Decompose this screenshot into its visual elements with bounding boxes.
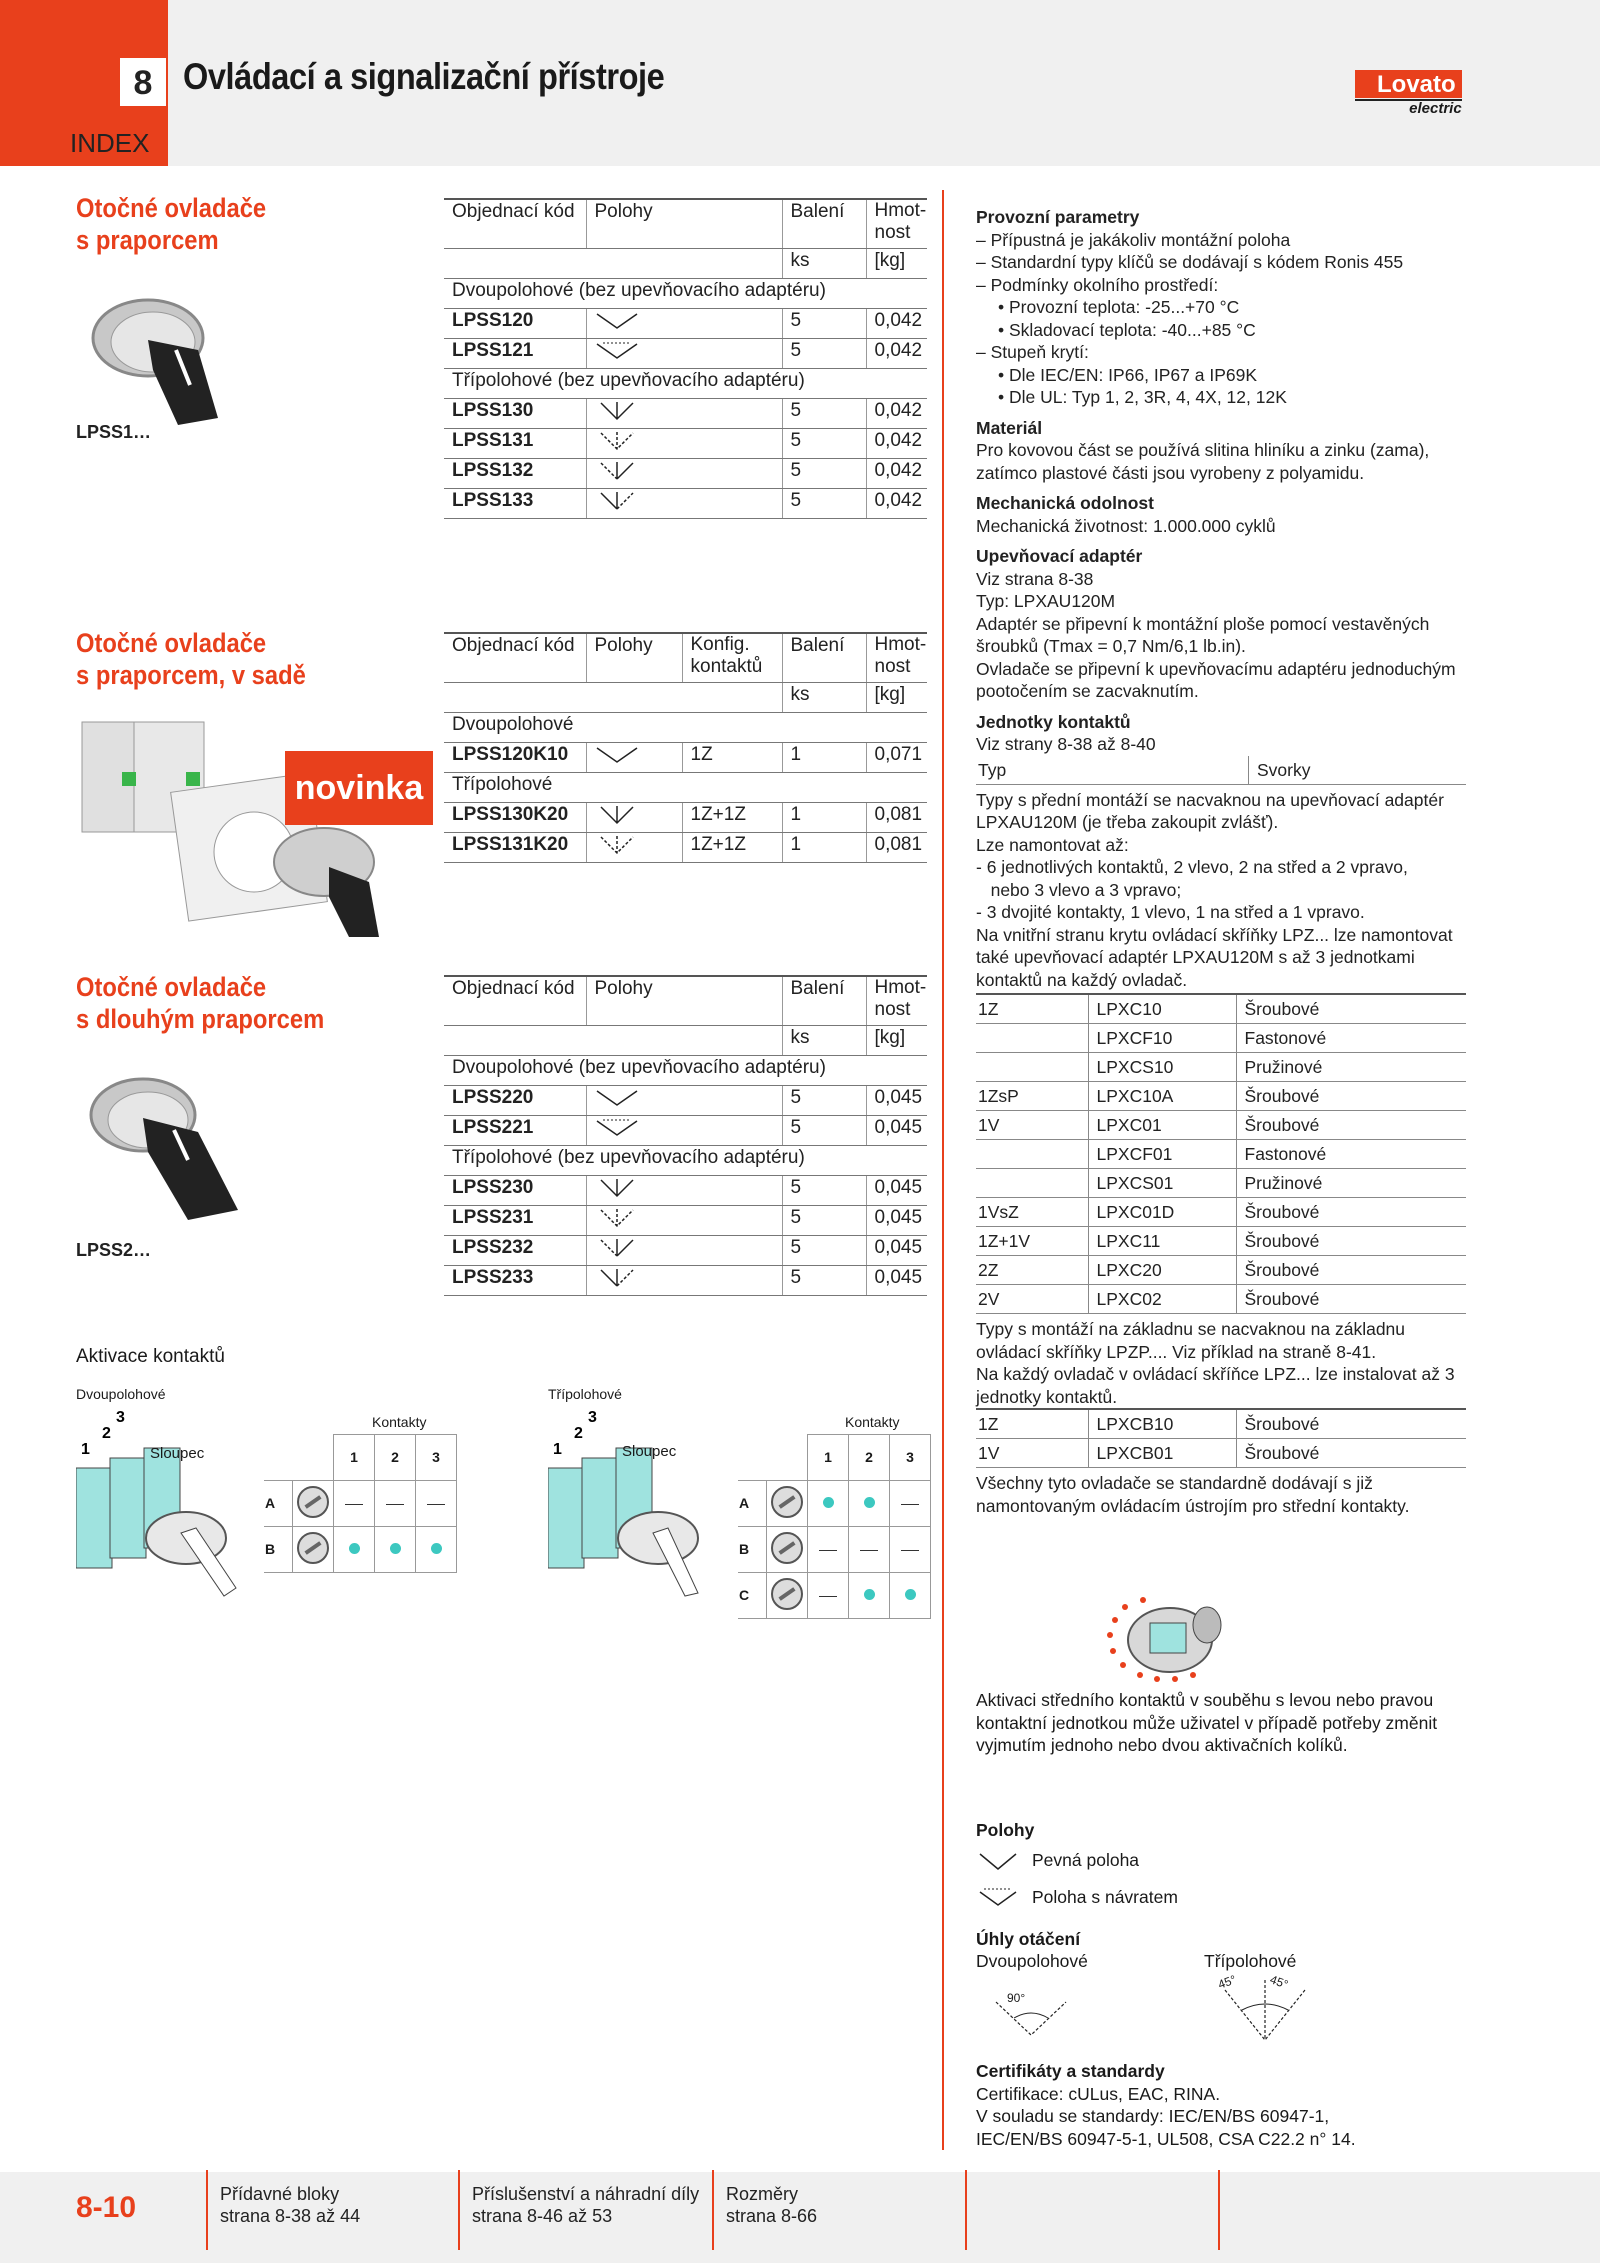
col-header: Objednací kód bbox=[444, 633, 586, 683]
unit-code: LPXC10 bbox=[1088, 994, 1236, 1024]
col-num: 1 bbox=[808, 1435, 849, 1481]
footer-separator bbox=[206, 2170, 208, 2250]
product-code: LPSS121 bbox=[444, 339, 586, 369]
product-code: LPSS220 bbox=[444, 1086, 586, 1116]
section-title-line: Otočné ovladače bbox=[76, 972, 267, 1002]
unit-type: 1VsZ bbox=[976, 1198, 1088, 1227]
units-col-type: Typ bbox=[976, 756, 1249, 785]
col-header: Balení bbox=[782, 976, 866, 1026]
closed-contact-dot bbox=[823, 1497, 834, 1508]
units-line: nebo 3 vlevo a 3 vpravo; bbox=[976, 879, 1182, 900]
product-table-3 bbox=[444, 975, 927, 1296]
closed-contact-dot bbox=[864, 1589, 875, 1600]
col-num: 3 bbox=[416, 1435, 457, 1481]
unit-type bbox=[976, 1169, 1088, 1198]
page-number: 8-10 bbox=[76, 2191, 137, 2224]
open-contact bbox=[345, 1504, 363, 1505]
unit-terminal: Šroubové bbox=[1236, 1227, 1466, 1256]
pack-value: 1 bbox=[782, 743, 866, 773]
angle-45a-label: 45° bbox=[1216, 1972, 1239, 1992]
product-code: LPSS232 bbox=[444, 1236, 586, 1266]
pos-return-label: Poloha s návratem bbox=[1032, 1887, 1178, 1907]
unit: [kg] bbox=[866, 1026, 927, 1056]
product-table-2 bbox=[444, 632, 927, 863]
adapter-line: Typ: LPXAU120M bbox=[976, 591, 1116, 611]
center-line: Aktivaci středního kontaktů v souběhu s levou nebo pravou bbox=[976, 1690, 1434, 1710]
angle-three-label: Třípolohové bbox=[1204, 1951, 1297, 1971]
units-line: Lze namontovat až: bbox=[976, 834, 1129, 855]
units-line: - 3 dvojité kontakty, 1 vlevo, 1 na střed a 1 vpravo. bbox=[976, 902, 1365, 922]
angle-45b-label: 45° bbox=[1268, 1972, 1291, 1992]
contact-block-image bbox=[548, 1408, 718, 1598]
product-caption: LPSS1… bbox=[76, 422, 152, 442]
section-title-2 bbox=[76, 627, 306, 691]
index-link[interactable]: INDEX bbox=[70, 128, 150, 158]
col-header: Polohy bbox=[586, 199, 782, 249]
unit-terminal: Šroubové bbox=[1236, 1285, 1466, 1314]
row-label: A bbox=[264, 1480, 293, 1526]
op-line: • Provozní teplota: -25...+70 °C bbox=[998, 297, 1240, 317]
page-title: Ovládací a signalizační přístroje bbox=[183, 56, 665, 97]
column-label: Sloupec bbox=[622, 1443, 677, 1460]
col-header: Balení bbox=[782, 199, 866, 249]
product-code: LPSS221 bbox=[444, 1116, 586, 1146]
open-contact bbox=[860, 1550, 878, 1551]
unit-terminal: Šroubové bbox=[1236, 994, 1466, 1024]
weight-value: 0,045 bbox=[866, 1266, 927, 1296]
op-params-title: Provozní parametry bbox=[976, 207, 1140, 227]
unit-code: LPXC10A bbox=[1088, 1082, 1236, 1111]
cert-line: IEC/EN/BS 60947-5-1, UL508, CSA C22.2 n° 14. bbox=[976, 2128, 1356, 2149]
adapter-line: pootočením se zacvaknutím. bbox=[976, 681, 1199, 701]
units-ref: Viz strany 8-38 až 8-40 bbox=[976, 734, 1156, 754]
unit-code: LPXCS10 bbox=[1088, 1053, 1236, 1082]
mechanism-image bbox=[1095, 1595, 1245, 1685]
three-pos-return-left-icon bbox=[595, 461, 639, 481]
closed-contact-dot bbox=[905, 1589, 916, 1600]
closed-contact-dot bbox=[864, 1497, 875, 1508]
col-num: 1 bbox=[334, 1435, 375, 1481]
return-position-icon bbox=[978, 1887, 1018, 1909]
product-code: LPSS131K20 bbox=[444, 833, 586, 863]
unit-code: LPXC20 bbox=[1088, 1256, 1236, 1285]
open-contact bbox=[386, 1504, 404, 1505]
op-line: • Dle UL: Typ 1, 2, 3R, 4, 4X, 12, 12K bbox=[998, 387, 1287, 407]
unit: ks bbox=[782, 683, 866, 713]
footer-link-addons[interactable] bbox=[220, 2183, 360, 2227]
footer-link-page: strana 8-38 až 44 bbox=[220, 2206, 361, 2226]
footer-separator bbox=[1218, 2170, 1220, 2250]
center-line: vyjmutím jednoho nebo dvou aktivačních kolíků. bbox=[976, 1735, 1348, 1755]
positions-title: Polohy bbox=[976, 1820, 1035, 1840]
unit-terminal: Pružinové bbox=[1236, 1169, 1466, 1198]
footer-separator bbox=[965, 2170, 967, 2250]
op-line: – Standardní typy klíčů se dodávají s kódem Ronis 455 bbox=[976, 252, 1404, 272]
pack-value: 5 bbox=[782, 489, 866, 519]
base-line: Typy s montáží na základnu se nacvaknou na základnu bbox=[976, 1319, 1406, 1339]
col-header: Polohy bbox=[586, 633, 682, 683]
unit: [kg] bbox=[866, 249, 927, 279]
spec-column bbox=[976, 206, 1466, 1517]
weight-value: 0,042 bbox=[866, 399, 927, 429]
logo-sub: electric bbox=[1355, 99, 1462, 117]
units-line: také upevňovací adaptér LPXAU120M s až 3 jednotkami bbox=[976, 947, 1415, 967]
three-pos-return-icon bbox=[595, 835, 639, 855]
unit: ks bbox=[782, 249, 866, 279]
fixed-position-icon bbox=[595, 1089, 639, 1107]
weight-value: 0,042 bbox=[866, 339, 927, 369]
closed-contact-dot bbox=[349, 1543, 360, 1554]
product-code: LPSS132 bbox=[444, 459, 586, 489]
three-pos-fixed-icon bbox=[595, 401, 639, 421]
three-pos-return-icon bbox=[595, 431, 639, 451]
base-line: jednotky kontaktů. bbox=[976, 1386, 1118, 1407]
cert-line: V souladu se standardy: IEC/EN/BS 60947-1, bbox=[976, 2106, 1330, 2126]
weight-value: 0,042 bbox=[866, 489, 927, 519]
weight-value: 0,081 bbox=[866, 803, 927, 833]
config-value: 1Z+1Z bbox=[682, 803, 782, 833]
angles-title: Úhly otáčení bbox=[976, 1929, 1081, 1949]
unit-code: LPXC01D bbox=[1088, 1198, 1236, 1227]
product-table-1 bbox=[444, 198, 927, 519]
material-line: zatímco plastové části jsou vyrobeny z polyamidu. bbox=[976, 462, 1365, 483]
all-line: Všechny tyto ovladače se standardně dodávají s již bbox=[976, 1473, 1373, 1493]
angle-two-label: Dvoupolohové bbox=[976, 1951, 1088, 1971]
section-title-3 bbox=[76, 971, 324, 1035]
unit-type: 1ZsP bbox=[976, 1082, 1088, 1111]
three-pos-fixed-icon bbox=[595, 1178, 639, 1198]
new-badge: novinka bbox=[285, 751, 433, 825]
group-label: Třípolohové bbox=[444, 773, 927, 803]
lovato-logo bbox=[1355, 70, 1462, 117]
unit-terminal: Šroubové bbox=[1236, 1439, 1466, 1468]
product-code: LPSS130K20 bbox=[444, 803, 586, 833]
unit-type: 1V bbox=[976, 1111, 1088, 1140]
unit: [kg] bbox=[866, 683, 927, 713]
units-line: - 6 jednotlivých kontaktů, 2 vlevo, 2 na střed a 2 vpravo, bbox=[976, 857, 1408, 877]
footer-link-page: strana 8-66 bbox=[726, 2206, 818, 2226]
section-title-line: Otočné ovladače bbox=[76, 628, 267, 658]
pack-value: 5 bbox=[782, 1086, 866, 1116]
svg-text:1: 1 bbox=[81, 1441, 90, 1458]
units-line: Na vnitřní stranu krytu ovládací skříňky LPZ... lze namontovat bbox=[976, 924, 1453, 945]
unit-type: 1Z bbox=[976, 994, 1088, 1024]
unit-code: LPXCF01 bbox=[1088, 1140, 1236, 1169]
contact-grid-two-pos bbox=[264, 1434, 457, 1573]
units-col-term: Svorky bbox=[1249, 756, 1467, 785]
weight-value: 0,045 bbox=[866, 1236, 927, 1266]
adapter-title: Upevňovací adaptér bbox=[976, 546, 1143, 566]
svg-text:3: 3 bbox=[116, 1409, 125, 1426]
contacts-label: Kontakty bbox=[845, 1414, 900, 1430]
material-line: Pro kovovou část se používá slitina hliníku a zinku (zama), bbox=[976, 440, 1430, 460]
center-contacts-text bbox=[976, 1689, 1466, 1757]
group-label: Třípolohové (bez upevňovacího adaptéru) bbox=[444, 1146, 927, 1176]
product-code: LPSS120K10 bbox=[444, 743, 586, 773]
weight-value: 0,071 bbox=[866, 743, 927, 773]
fixed-position-icon bbox=[595, 312, 639, 330]
chapter-number: 8 bbox=[120, 58, 166, 106]
footer-link-dimensions[interactable] bbox=[726, 2183, 817, 2227]
units-title: Jednotky kontaktů bbox=[976, 711, 1131, 732]
pack-value: 5 bbox=[782, 1266, 866, 1296]
unit-type bbox=[976, 1024, 1088, 1053]
closed-contact-dot bbox=[390, 1543, 401, 1554]
col-header: Polohy bbox=[586, 976, 782, 1026]
material-title: Materiál bbox=[976, 417, 1043, 438]
three-pos-return-right-icon bbox=[595, 1268, 639, 1288]
footer-separator bbox=[458, 2170, 460, 2250]
op-line: – Přípustná je jakákoliv montážní poloha bbox=[976, 229, 1291, 250]
unit-type: 1Z+1V bbox=[976, 1227, 1088, 1256]
knob-icon bbox=[771, 1486, 803, 1518]
row-label: B bbox=[264, 1526, 293, 1572]
knob-icon bbox=[771, 1578, 803, 1610]
pos-fixed-label: Pevná poloha bbox=[1032, 1850, 1140, 1870]
col-header: Hmot- nost bbox=[866, 199, 927, 249]
adapter-line: šroubků (Tmax = 0,7 Nm/6,1 lb.in). bbox=[976, 636, 1246, 656]
product-code: LPSS230 bbox=[444, 1176, 586, 1206]
unit-code: LPXCB10 bbox=[1088, 1409, 1236, 1439]
unit-type: 1V bbox=[976, 1439, 1088, 1468]
product-code: LPSS131 bbox=[444, 429, 586, 459]
pack-value: 5 bbox=[782, 1176, 866, 1206]
pack-value: 5 bbox=[782, 459, 866, 489]
angle-90-label: 90° bbox=[1007, 1991, 1026, 2005]
pack-value: 5 bbox=[782, 399, 866, 429]
weight-value: 0,045 bbox=[866, 1116, 927, 1146]
pack-value: 5 bbox=[782, 339, 866, 369]
product-code: LPSS130 bbox=[444, 399, 586, 429]
pack-value: 5 bbox=[782, 309, 866, 339]
col-header: Hmot- nost bbox=[866, 976, 927, 1026]
knob-icon bbox=[771, 1532, 803, 1564]
svg-text:3: 3 bbox=[588, 1409, 597, 1426]
weight-value: 0,045 bbox=[866, 1176, 927, 1206]
column-divider bbox=[942, 190, 944, 2150]
unit: ks bbox=[782, 1026, 866, 1056]
section-title-line: Otočné ovladače bbox=[76, 193, 267, 223]
row-label: A bbox=[738, 1480, 767, 1526]
col-num: 2 bbox=[375, 1435, 416, 1481]
two-pos-label: Dvoupolohové bbox=[76, 1386, 166, 1402]
product-caption: LPSS2… bbox=[76, 1240, 152, 1260]
units-header-table bbox=[976, 756, 1466, 785]
open-contact bbox=[819, 1550, 837, 1551]
product-code: LPSS233 bbox=[444, 1266, 586, 1296]
section-title-1 bbox=[76, 192, 266, 256]
logo-main: Lovato bbox=[1355, 70, 1462, 98]
base-units-table bbox=[976, 1408, 1466, 1468]
config-value: 1Z bbox=[682, 743, 782, 773]
three-pos-return-left-icon bbox=[595, 1238, 639, 1258]
units-line: kontaktů na každý ovladač. bbox=[976, 969, 1188, 990]
col-header: Objednací kód bbox=[444, 976, 586, 1026]
unit-terminal: Šroubové bbox=[1236, 1082, 1466, 1111]
three-pos-return-right-icon bbox=[595, 491, 639, 511]
mech-title: Mechanická odolnost bbox=[976, 493, 1154, 513]
knob-icon bbox=[297, 1486, 329, 1518]
open-contact bbox=[819, 1596, 837, 1597]
weight-value: 0,042 bbox=[866, 429, 927, 459]
three-pos-label: Třípolohové bbox=[548, 1386, 622, 1402]
center-line: kontaktní jednotkou může uživatel v případě potřeby změnit bbox=[976, 1712, 1438, 1733]
unit-type: 1Z bbox=[976, 1409, 1088, 1439]
unit-type: 2V bbox=[976, 1285, 1088, 1314]
group-label: Třípolohové (bez upevňovacího adaptéru) bbox=[444, 369, 927, 399]
section-title-line: s praporcem bbox=[76, 225, 219, 255]
base-line: ovládací skříňky LPZP.... Viz příklad na straně 8-41. bbox=[976, 1341, 1377, 1362]
group-label: Dvoupolohové bbox=[444, 713, 927, 743]
footer-link-title: Příslušenství a náhradní díly bbox=[472, 2184, 700, 2204]
unit-code: LPXCB01 bbox=[1088, 1439, 1236, 1468]
base-line: Na každý ovladač v ovládací skříňce LPZ... lze instalovat až 3 bbox=[976, 1364, 1455, 1384]
adapter-line: Ovladače se připevní k upevňovacímu adaptéru jednoduchým bbox=[976, 658, 1456, 679]
row-label: C bbox=[738, 1572, 767, 1618]
col-header: Balení bbox=[782, 633, 866, 683]
unit-type bbox=[976, 1053, 1088, 1082]
svg-text:2: 2 bbox=[574, 1425, 583, 1442]
three-pos-fixed-icon bbox=[595, 805, 639, 825]
footer-link-title: Přídavné bloky bbox=[220, 2184, 340, 2204]
activation-title: Aktivace kontaktů bbox=[76, 1346, 225, 1367]
unit-terminal: Šroubové bbox=[1236, 1111, 1466, 1140]
two-pos-angle-icon bbox=[976, 1980, 1086, 2040]
col-header: Konfig. kontaktů bbox=[682, 633, 782, 683]
adapter-line: Viz strana 8-38 bbox=[976, 568, 1094, 589]
closed-contact-dot bbox=[431, 1543, 442, 1554]
three-pos-return-icon bbox=[595, 1208, 639, 1228]
unit-code: LPXC11 bbox=[1088, 1227, 1236, 1256]
unit-terminal: Fastonové bbox=[1236, 1024, 1466, 1053]
long-selector-image bbox=[78, 1070, 248, 1230]
pack-value: 5 bbox=[782, 1236, 866, 1266]
section-title-line: s praporcem, v sadě bbox=[76, 660, 306, 690]
fixed-position-icon bbox=[595, 746, 639, 764]
cert-title: Certifikáty a standardy bbox=[976, 2061, 1165, 2081]
col-num: 3 bbox=[890, 1435, 931, 1481]
fixed-position-icon bbox=[978, 1851, 1018, 1873]
open-contact bbox=[427, 1504, 445, 1505]
footer-separator bbox=[712, 2170, 714, 2250]
column-label: Sloupec bbox=[150, 1445, 205, 1462]
product-code: LPSS120 bbox=[444, 309, 586, 339]
footer-link-title: Rozměry bbox=[726, 2184, 799, 2204]
front-units-table bbox=[976, 993, 1466, 1314]
mech-line: Mechanická životnost: 1.000.000 cyklů bbox=[976, 515, 1276, 536]
open-contact bbox=[901, 1550, 919, 1551]
pack-value: 1 bbox=[782, 803, 866, 833]
group-label: Dvoupolohové (bez upevňovacího adaptéru) bbox=[444, 279, 927, 309]
weight-value: 0,042 bbox=[866, 459, 927, 489]
knob-icon bbox=[297, 1532, 329, 1564]
unit-terminal: Šroubové bbox=[1236, 1256, 1466, 1285]
unit-type: 2Z bbox=[976, 1256, 1088, 1285]
op-line: • Skladovací teplota: -40...+85 °C bbox=[998, 319, 1256, 340]
selector-switch-image bbox=[78, 290, 228, 430]
product-code: LPSS133 bbox=[444, 489, 586, 519]
unit-terminal: Fastonové bbox=[1236, 1140, 1466, 1169]
unit-type bbox=[976, 1140, 1088, 1169]
open-contact bbox=[901, 1504, 919, 1505]
pack-value: 5 bbox=[782, 1206, 866, 1236]
section-title-line: s dlouhým praporcem bbox=[76, 1004, 325, 1034]
svg-text:2: 2 bbox=[102, 1425, 111, 1442]
weight-value: 0,042 bbox=[866, 309, 927, 339]
op-line: • Dle IEC/EN: IP66, IP67 a IP69K bbox=[998, 364, 1258, 385]
weight-value: 0,045 bbox=[866, 1086, 927, 1116]
svg-text:1: 1 bbox=[553, 1441, 562, 1458]
config-value: 1Z+1Z bbox=[682, 833, 782, 863]
pack-value: 5 bbox=[782, 1116, 866, 1146]
op-line: – Stupeň krytí: bbox=[976, 342, 1089, 362]
footer-link-accessories[interactable] bbox=[472, 2183, 699, 2227]
unit-terminal: Pružinové bbox=[1236, 1053, 1466, 1082]
product-code: LPSS231 bbox=[444, 1206, 586, 1236]
pack-value: 5 bbox=[782, 429, 866, 459]
unit-terminal: Šroubové bbox=[1236, 1198, 1466, 1227]
weight-value: 0,081 bbox=[866, 833, 927, 863]
cert-line: Certifikace: cULus, EAC, RINA. bbox=[976, 2083, 1221, 2104]
contact-block-image bbox=[76, 1408, 246, 1598]
row-label: B bbox=[738, 1526, 767, 1572]
col-header: Objednací kód bbox=[444, 199, 586, 249]
return-position-icon bbox=[595, 342, 639, 360]
return-position-icon bbox=[595, 1119, 639, 1137]
footer-link-page: strana 8-46 až 53 bbox=[472, 2206, 613, 2226]
all-line: namontovaným ovládacím ústrojím pro střední kontakty. bbox=[976, 1495, 1410, 1516]
col-header: Hmot- nost bbox=[866, 633, 927, 683]
col-num: 2 bbox=[849, 1435, 890, 1481]
adapter-line: Adaptér se připevní k montážní ploše pomocí vestavěných bbox=[976, 613, 1430, 634]
weight-value: 0,045 bbox=[866, 1206, 927, 1236]
op-line: – Podmínky okolního prostředí: bbox=[976, 274, 1219, 295]
selector-kit-image bbox=[74, 712, 434, 942]
contact-grid-three-pos bbox=[738, 1434, 931, 1619]
unit-terminal: Šroubové bbox=[1236, 1409, 1466, 1439]
units-line: Typy s přední montáží se nacvaknou na upevňovací adaptér bbox=[976, 789, 1444, 810]
contacts-label: Kontakty bbox=[372, 1414, 427, 1430]
group-label: Dvoupolohové (bez upevňovacího adaptéru) bbox=[444, 1056, 927, 1086]
cert-block bbox=[976, 2060, 1466, 2150]
unit-code: LPXCF10 bbox=[1088, 1024, 1236, 1053]
units-line: LPXAU120M (je třeba zakoupit zvlášť). bbox=[976, 812, 1279, 832]
unit-code: LPXC01 bbox=[1088, 1111, 1236, 1140]
pack-value: 1 bbox=[782, 833, 866, 863]
unit-code: LPXC02 bbox=[1088, 1285, 1236, 1314]
unit-code: LPXCS01 bbox=[1088, 1169, 1236, 1198]
